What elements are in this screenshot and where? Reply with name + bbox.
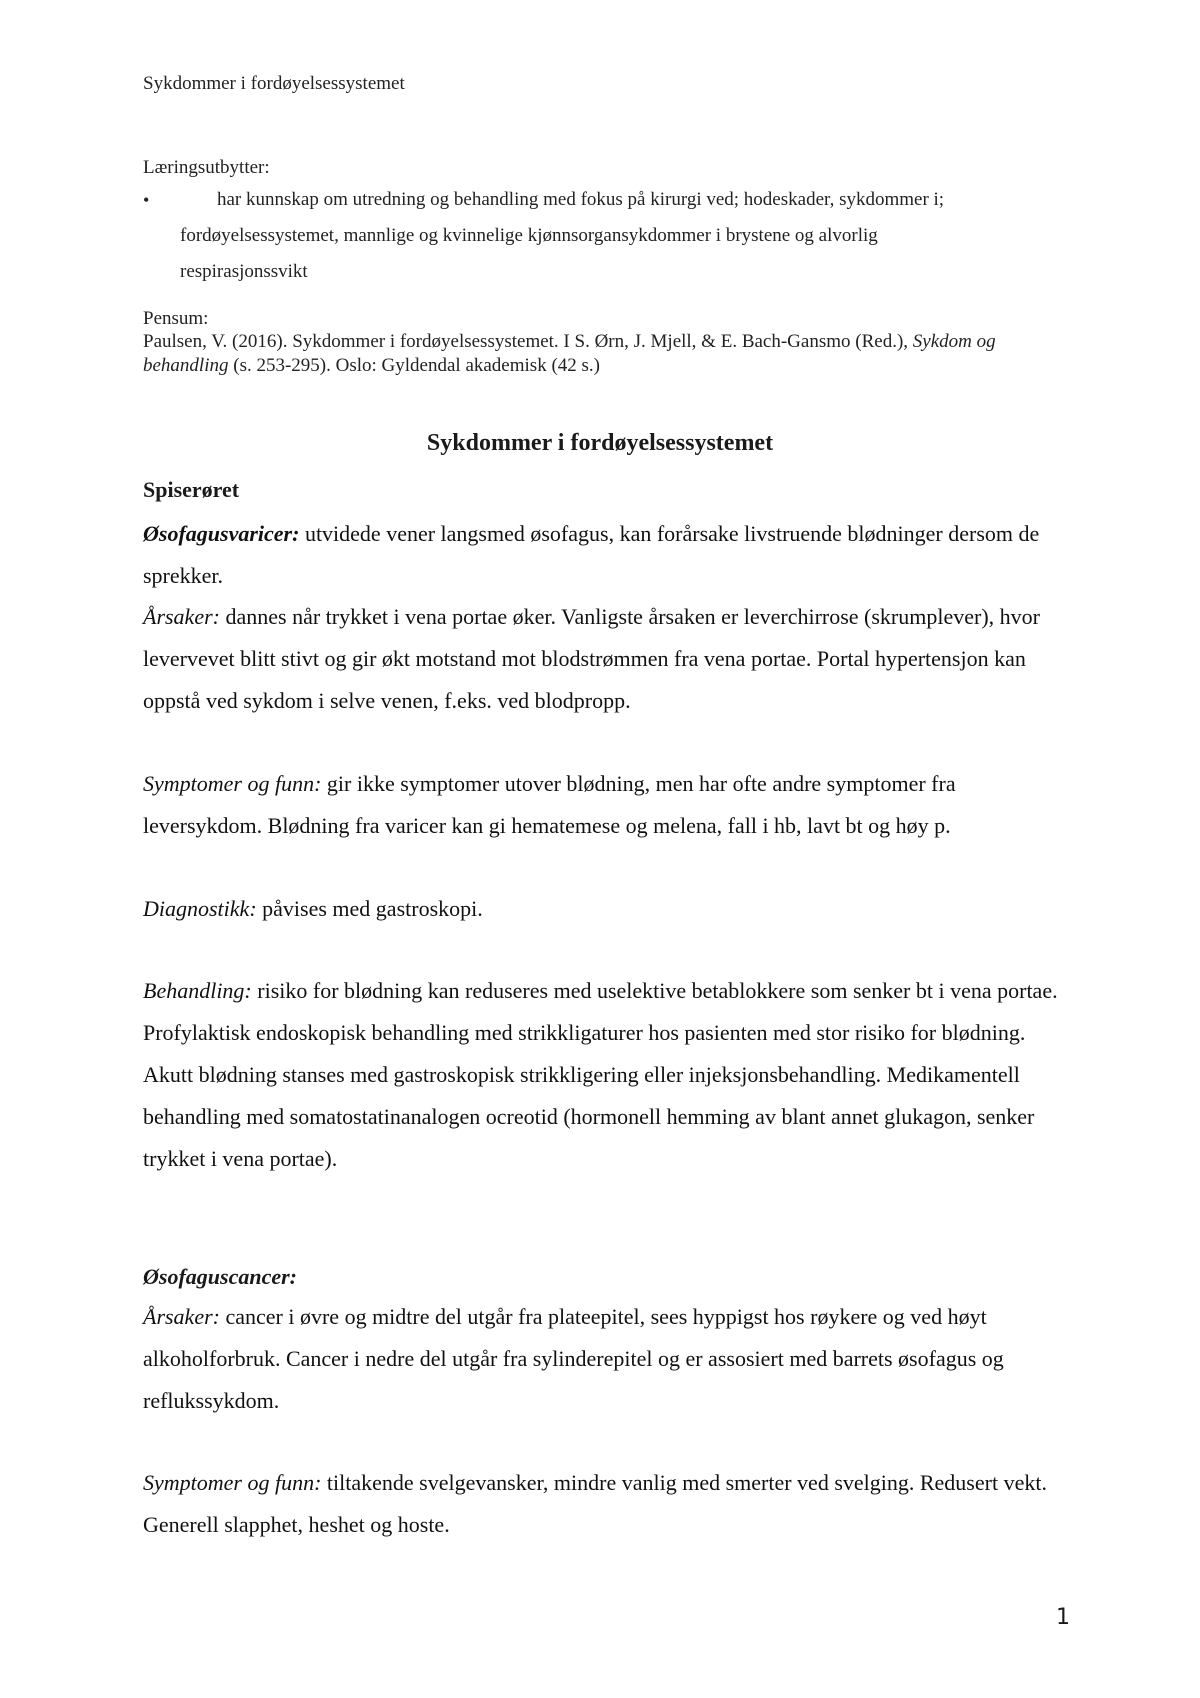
paragraph-cancer-arsaker [143,1296,1063,1422]
reference-text: Paulsen, V. (2016). Sykdommer i fordøyelsessystemet. I S. Ørn, J. Mjell, & E. Bach-Gansmo (Red.), [143,331,913,352]
term-label: Øsofagusvaricer: [143,521,300,546]
pensum-label: Pensum: [143,308,209,329]
bullet-line-3: respirasjonssvikt [180,261,308,282]
paragraph-text: risiko for blødning kan reduseres med uselektive betablokkere som senker bt i vena portae. Profylaktisk endoskopisk behandling med strikkligaturer hos pasienten med stor risiko for blødning. Akutt blødning stanses med gastroskopisk strikkligering eller injeksjonsbehandling. Medikamentell behandling med somatostatinanalogen ocreotid (hormonell hemming av blant annet glukagon, senker trykket i vena portae). [143,978,1058,1171]
subsection-heading: Øsofaguscancer: [143,1264,297,1289]
document-title: Sykdommer i fordøyelsessystemet [426,430,774,456]
learning-outcome-bullet [143,188,1043,212]
bullet-icon: • [143,190,150,210]
paragraph-osofagusvaricer [143,513,1063,597]
paragraph-text: påvises med gastroskopi. [256,896,483,921]
paragraph-symptomer [143,763,1063,847]
term-label: Diagnostikk: [143,896,257,921]
term-label: Årsaker: [143,604,220,629]
bullet-line-2: fordøyelsessystemet, mannlige og kvinnelige kjønnsorgansykdommer i brystene og alvorlig [180,225,878,246]
term-label: Symptomer og funn: [143,1470,322,1495]
paragraph-text: dannes når trykket i vena portae øker. Vanligste årsaken er leverchirrose (skrumplever), hvor levervevet blitt stivt og gir økt motstand mot blodstrømmen fra vena portae. Portal hypertensjon kan oppstå ved sykdom i selve venen, f.eks. ved blodpropp. [143,604,1040,713]
header-title: Sykdommer i fordøyelsessystemet [143,73,405,94]
reference-text-end: (s. 253-295). Oslo: Gyldendal akademisk (42 s.) [228,355,600,376]
term-label: Årsaker: [143,1304,220,1329]
term-label: Symptomer og funn: [143,771,322,796]
paragraph-cancer-symptomer [143,1462,1063,1546]
paragraph-diagnostikk [143,888,1063,930]
paragraph-arsaker [143,596,1063,722]
paragraph-text: utvidede vener langsmed øsofagus, kan forårsake livstruende blødninger dersom de sprekker. [143,521,1040,588]
bullet-line-1: har kunnskap om utredning og behandling med fokus på kirurgi ved; hodeskader, sykdommer i; [217,189,945,210]
page-number: 1 [1056,1605,1070,1630]
term-label: Behandling: [143,978,252,1003]
reference-book-title: Sykdom og behandling [143,331,996,376]
learning-outcomes-label: Læringsutbytter: [143,157,270,178]
paragraph-text: tiltakende svelgevansker, mindre vanlig med smerter ved svelging. Redusert vekt. Generell slapphet, heshet og hoste. [143,1470,1047,1537]
paragraph-text: gir ikke symptomer utover blødning, men har ofte andre symptomer fra leversykdom. Blødning fra varicer kan gi hematemese og melena, fall i hb, lavt bt og høy p. [143,771,956,838]
pensum-reference [143,330,1063,378]
paragraph-text: cancer i øvre og midtre del utgår fra plateepitel, sees hyppigst hos røykere og ved høyt alkoholforbruk. Cancer i nedre del utgår fra sylinderepitel og er assosiert med barrets øsofagus og reflukssykdom. [143,1304,1004,1413]
paragraph-behandling [143,970,1063,1180]
section-heading: Spiserøret [143,477,240,502]
